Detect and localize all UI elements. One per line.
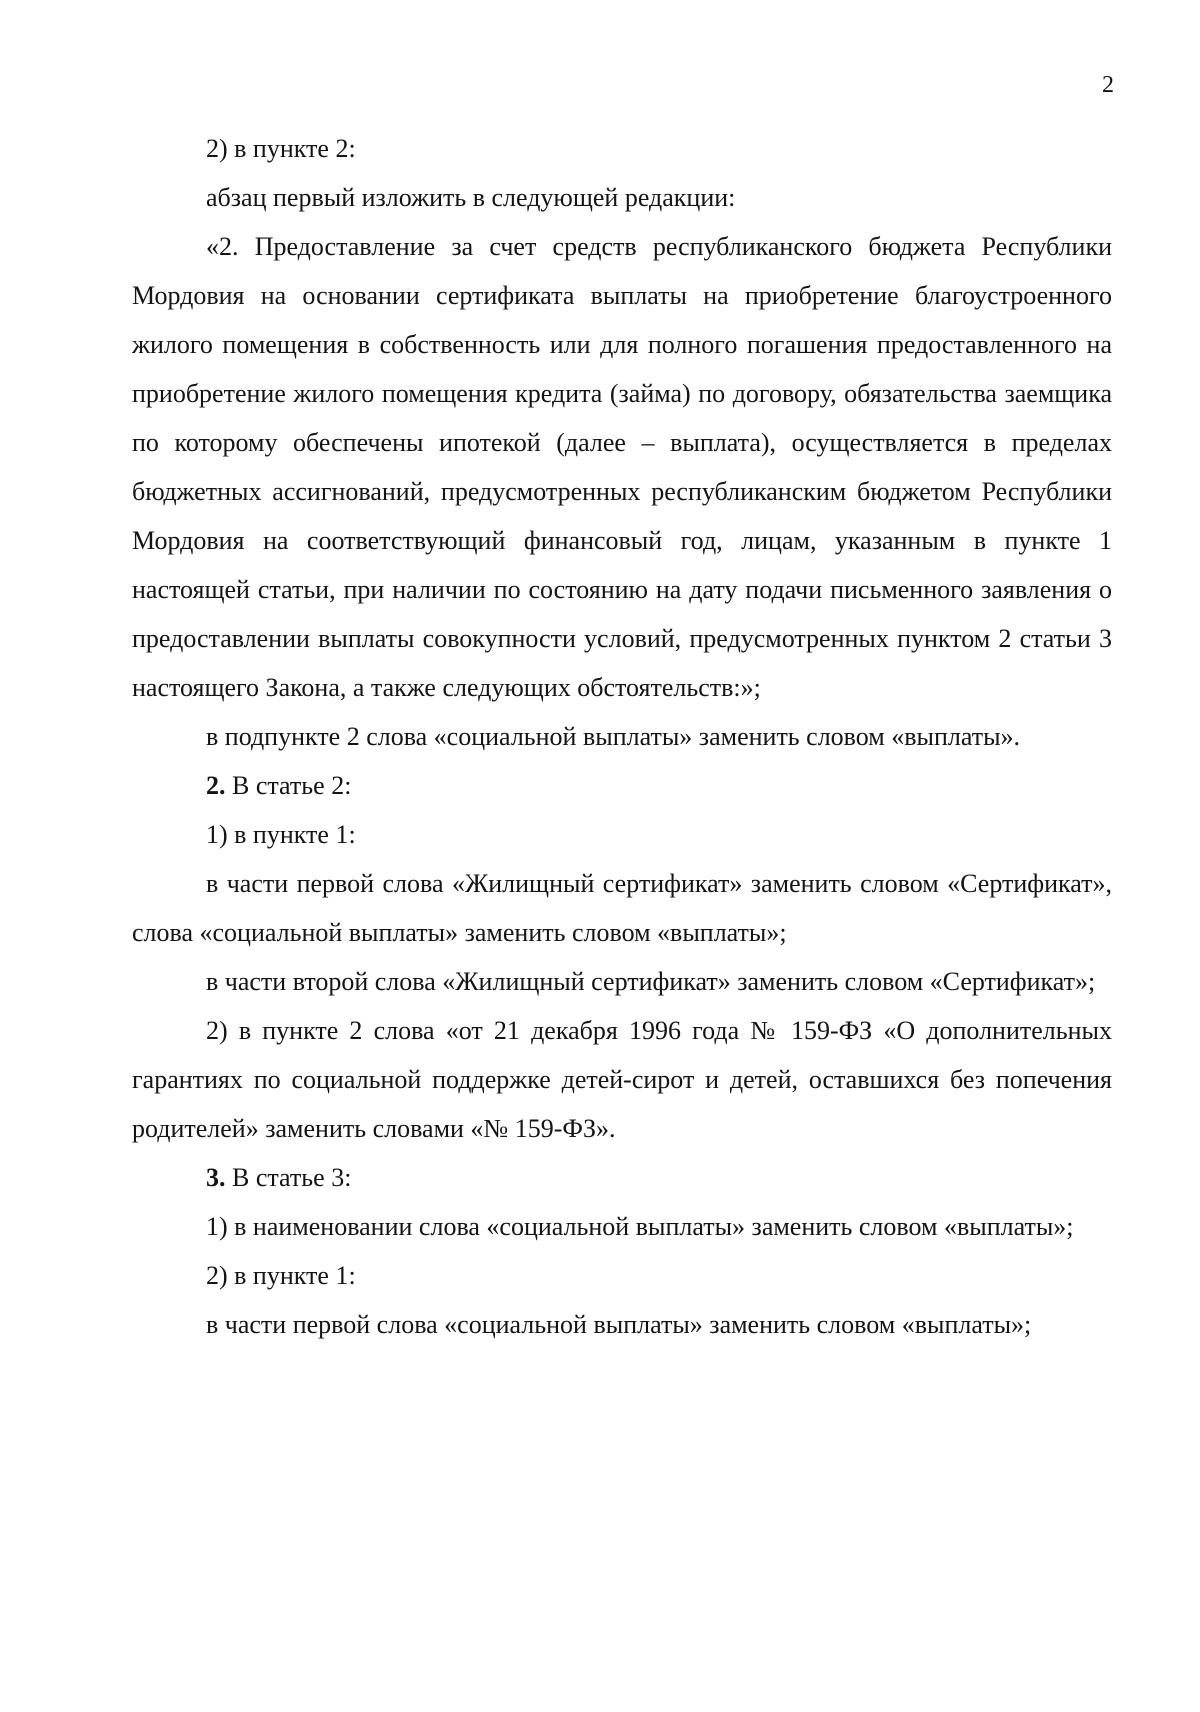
paragraph-text: 1) в наименовании слова «социальной выплаты» заменить словом «выплаты»; <box>206 1212 1074 1241</box>
section-heading <box>132 1153 1112 1202</box>
paragraph-text: 2) в пункте 1: <box>206 1261 356 1290</box>
paragraph <box>132 124 1112 173</box>
paragraph-text: в части второй слова «Жилищный сертификат» заменить словом «Сертификат»; <box>206 967 1096 996</box>
paragraph-text: в части первой слова «Жилищный сертификат» заменить словом «Сертификат», слова «социальной выплаты» заменить словом «выплаты»; <box>132 869 1112 947</box>
paragraph-text: абзац первый изложить в следующей редакции: <box>206 183 736 212</box>
paragraph-text: 2) в пункте 2 слова «от 21 декабря 1996 года № 159-ФЗ «О дополнительных гарантиях по социальной поддержке детей-сирот и детей, оставшихся без попечения родителей» заменить словами «№ 159-ФЗ». <box>132 1016 1112 1143</box>
paragraph <box>132 173 1112 222</box>
paragraph-text: в части первой слова «социальной выплаты» заменить словом «выплаты»; <box>206 1310 1032 1339</box>
paragraph <box>132 859 1112 957</box>
section-number: 3. <box>206 1163 226 1192</box>
paragraph <box>132 1251 1112 1300</box>
page-number: 2 <box>1102 72 1114 98</box>
section-heading-text: В статье 3: <box>225 1163 352 1192</box>
paragraph <box>132 957 1112 1006</box>
paragraph-text: 2) в пункте 2: <box>206 134 356 163</box>
section-heading-text: В статье 2: <box>225 771 352 800</box>
paragraph <box>132 1202 1112 1251</box>
paragraph-text: 1) в пункте 1: <box>206 820 356 849</box>
document-body <box>132 124 1112 1349</box>
paragraph <box>132 1006 1112 1153</box>
paragraph <box>132 712 1112 761</box>
paragraph-text: в подпункте 2 слова «социальной выплаты» заменить словом «выплаты». <box>206 722 1021 751</box>
paragraph <box>132 810 1112 859</box>
section-heading <box>132 761 1112 810</box>
paragraph-text: «2. Предоставление за счет средств республиканского бюджета Республики Мордовия на основании сертификата выплаты на приобретение благоустроенного жилого помещения в собственность или для полного погашения предоставленного на приобретение жилого помещения кредита (займа) по договору, обязательства заемщика по которому обеспечены ипотекой (далее – выплата), осуществляется в пределах бюджетных ассигнований, предусмотренных республиканским бюджетом Республики Мордовия на соответствующий финансовый год, лицам, указанным в пункте 1 настоящей статьи, при наличии по состоянию на дату подачи письменного заявления о предоставлении выплаты совокупности условий, предусмотренных пунктом 2 статьи 3 настоящего Закона, а также следующих обстоятельств:»; <box>132 232 1112 702</box>
paragraph <box>132 222 1112 712</box>
section-number: 2. <box>206 771 226 800</box>
paragraph <box>132 1300 1112 1349</box>
